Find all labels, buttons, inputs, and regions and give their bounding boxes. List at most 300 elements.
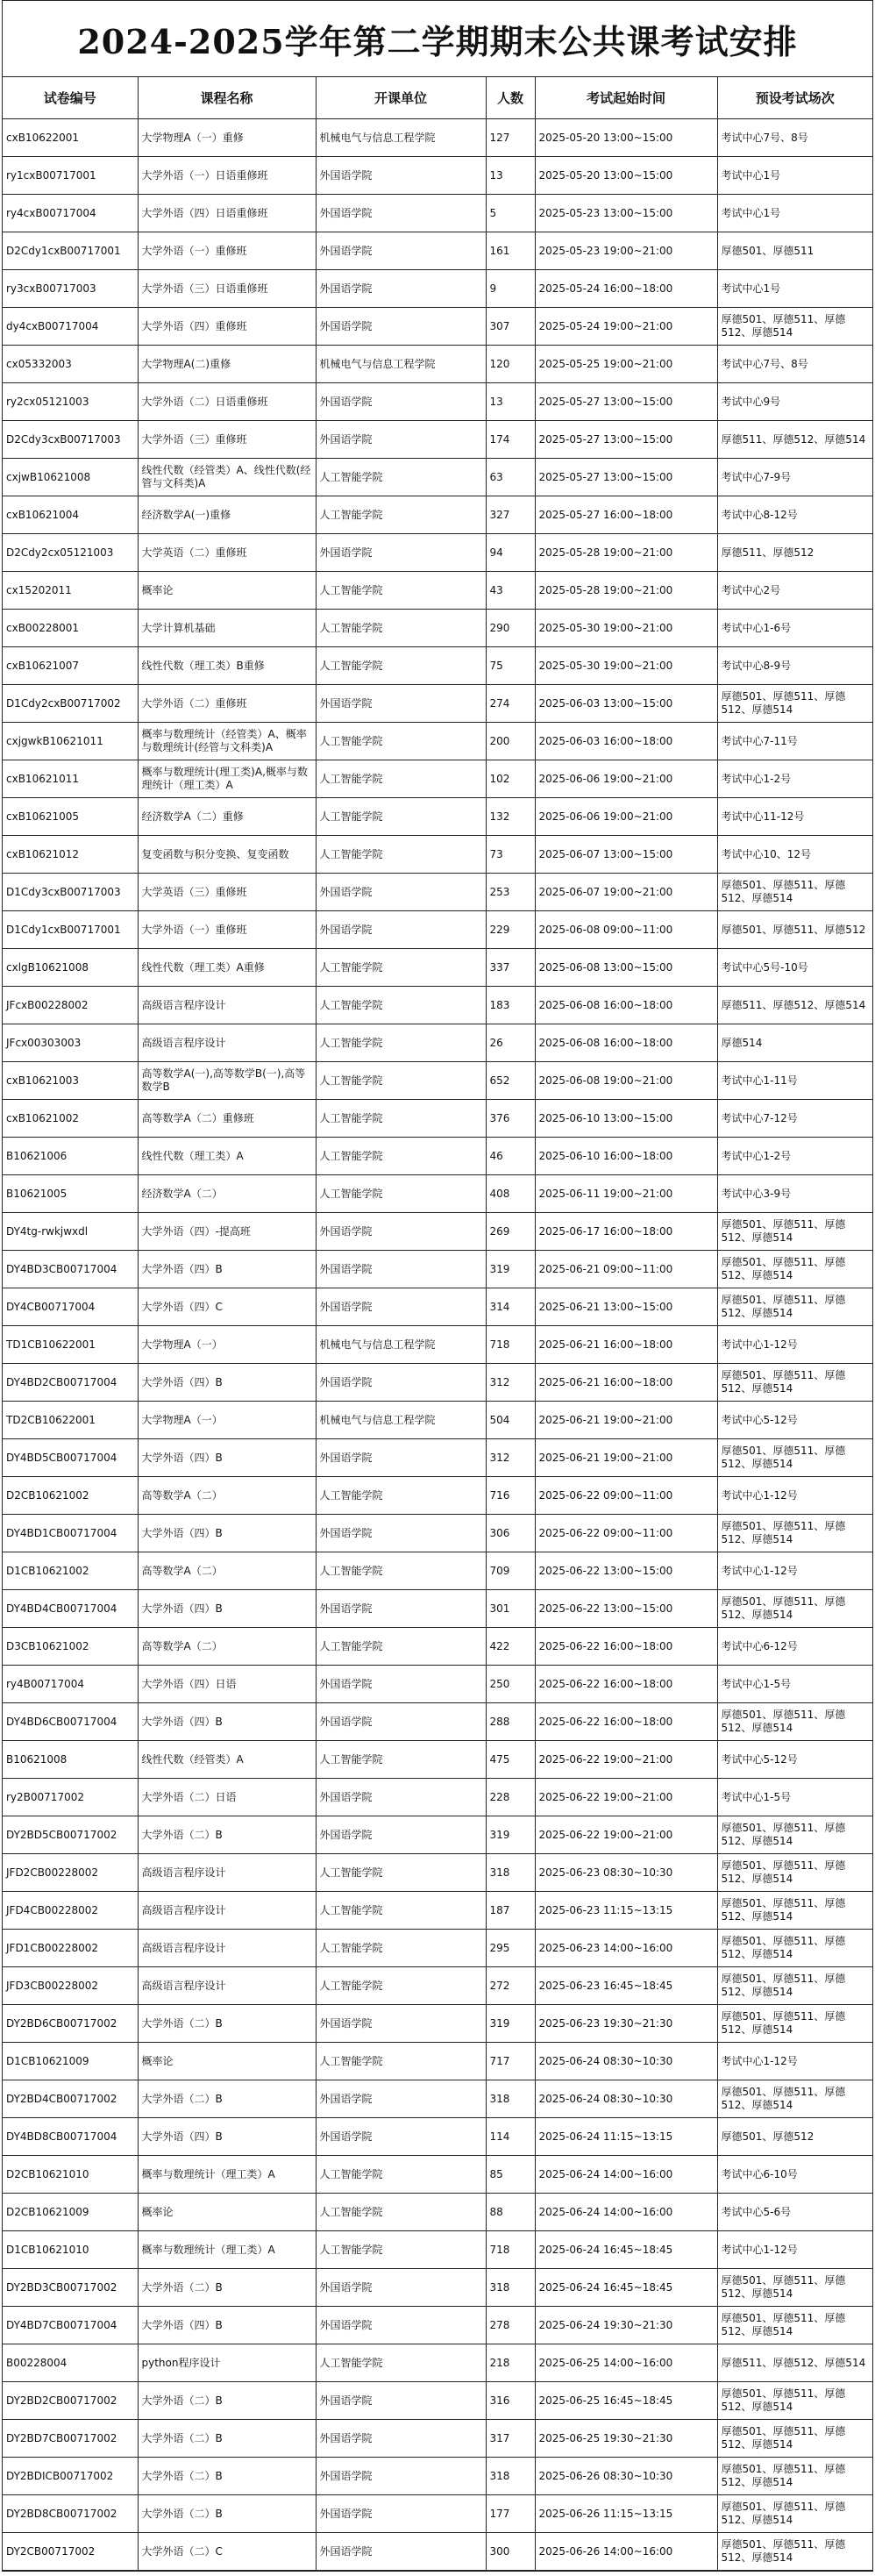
count-cell: 250 bbox=[486, 1666, 535, 1703]
exam-venue-cell: 考试中心5-12号 bbox=[717, 1402, 872, 1439]
exam-venue-cell: 考试中心1号 bbox=[717, 270, 872, 308]
table-row bbox=[3, 1213, 872, 1251]
table-row bbox=[3, 1628, 872, 1666]
count-cell: 314 bbox=[486, 1288, 535, 1326]
exam-venue-cell: 厚德501、厚德511、厚德512、厚德514 bbox=[717, 2005, 872, 2043]
table-row bbox=[3, 308, 872, 346]
exam-venue-cell: 厚德511、厚德512、厚德514 bbox=[717, 2344, 872, 2382]
course-name-cell: 线性代数（理工类）B重修 bbox=[138, 647, 316, 685]
department-cell: 外国语学院 bbox=[316, 1816, 486, 1854]
start-time-cell: 2025-05-23 13:00~15:00 bbox=[535, 195, 717, 232]
start-time-cell: 2025-06-22 19:00~21:00 bbox=[535, 1816, 717, 1854]
count-cell: 652 bbox=[486, 1062, 535, 1100]
table-row bbox=[3, 1854, 872, 1892]
start-time-cell: 2025-05-27 13:00~15:00 bbox=[535, 459, 717, 496]
table-body bbox=[3, 119, 872, 2571]
count-cell: 295 bbox=[486, 1930, 535, 1967]
paper-id-cell: cxlgB10621008 bbox=[3, 949, 138, 987]
start-time-cell: 2025-06-22 09:00~11:00 bbox=[535, 1477, 717, 1515]
paper-id-cell: cxB10621003 bbox=[3, 1062, 138, 1100]
table-row bbox=[3, 2194, 872, 2231]
table-row bbox=[3, 647, 872, 685]
department-cell: 人工智能学院 bbox=[316, 1741, 486, 1779]
paper-id-cell: B10621008 bbox=[3, 1741, 138, 1779]
course-name-cell: 大学英语（三）重修班 bbox=[138, 874, 316, 911]
start-time-cell: 2025-06-08 09:00~11:00 bbox=[535, 911, 717, 949]
table-row bbox=[3, 760, 872, 798]
department-cell: 外国语学院 bbox=[316, 1779, 486, 1816]
exam-venue-cell: 考试中心1-11号 bbox=[717, 1062, 872, 1100]
course-name-cell: 大学外语（二）C bbox=[138, 2533, 316, 2571]
start-time-cell: 2025-06-08 13:00~15:00 bbox=[535, 949, 717, 987]
exam-venue-cell: 厚德501、厚德511、厚德512、厚德514 bbox=[717, 2382, 872, 2420]
department-cell: 人工智能学院 bbox=[316, 798, 486, 836]
count-cell: 312 bbox=[486, 1439, 535, 1477]
exam-venue-cell: 厚德501、厚德511、厚德512 bbox=[717, 911, 872, 949]
start-time-cell: 2025-06-21 19:00~21:00 bbox=[535, 1402, 717, 1439]
exam-venue-cell: 考试中心8-12号 bbox=[717, 496, 872, 534]
department-cell: 人工智能学院 bbox=[316, 1930, 486, 1967]
course-name-cell: 大学外语（二）B bbox=[138, 2495, 316, 2533]
course-name-cell: 大学英语（二）重修班 bbox=[138, 534, 316, 572]
start-time-cell: 2025-06-08 16:00~18:00 bbox=[535, 987, 717, 1024]
start-time-cell: 2025-06-24 16:45~18:45 bbox=[535, 2269, 717, 2307]
count-cell: 174 bbox=[486, 421, 535, 459]
department-cell: 人工智能学院 bbox=[316, 572, 486, 610]
paper-id-cell: cxjwB10621008 bbox=[3, 459, 138, 496]
count-cell: 114 bbox=[486, 2118, 535, 2156]
start-time-cell: 2025-06-22 13:00~15:00 bbox=[535, 1590, 717, 1628]
department-cell: 人工智能学院 bbox=[316, 1854, 486, 1892]
count-cell: 5 bbox=[486, 195, 535, 232]
count-cell: 46 bbox=[486, 1138, 535, 1175]
exam-venue-cell: 厚德501、厚德511、厚德512、厚德514 bbox=[717, 1703, 872, 1741]
paper-id-cell: DY2BD4CB00717002 bbox=[3, 2080, 138, 2118]
count-cell: 43 bbox=[486, 572, 535, 610]
department-cell: 人工智能学院 bbox=[316, 836, 486, 874]
department-cell: 外国语学院 bbox=[316, 1439, 486, 1477]
department-cell: 外国语学院 bbox=[316, 2458, 486, 2495]
count-cell: 316 bbox=[486, 2382, 535, 2420]
table-row bbox=[3, 1288, 872, 1326]
paper-id-cell: ry4cxB00717004 bbox=[3, 195, 138, 232]
exam-venue-cell: 考试中心7-9号 bbox=[717, 459, 872, 496]
count-cell: 272 bbox=[486, 1967, 535, 2005]
count-cell: 253 bbox=[486, 874, 535, 911]
count-cell: 127 bbox=[486, 119, 535, 157]
department-cell: 外国语学院 bbox=[316, 2420, 486, 2458]
start-time-cell: 2025-06-22 16:00~18:00 bbox=[535, 1703, 717, 1741]
exam-venue-cell: 厚德501、厚德511、厚德512、厚德514 bbox=[717, 1364, 872, 1402]
count-cell: 504 bbox=[486, 1402, 535, 1439]
exam-venue-cell: 考试中心1-12号 bbox=[717, 2231, 872, 2269]
table-header-row bbox=[3, 77, 872, 119]
count-cell: 13 bbox=[486, 383, 535, 421]
exam-venue-cell: 考试中心10、12号 bbox=[717, 836, 872, 874]
start-time-cell: 2025-06-22 19:00~21:00 bbox=[535, 1741, 717, 1779]
paper-id-cell: B00228004 bbox=[3, 2344, 138, 2382]
count-cell: 422 bbox=[486, 1628, 535, 1666]
department-cell: 人工智能学院 bbox=[316, 459, 486, 496]
course-name-cell: 大学外语（一）重修班 bbox=[138, 911, 316, 949]
count-cell: 183 bbox=[486, 987, 535, 1024]
exam-venue-cell: 厚德514 bbox=[717, 1024, 872, 1062]
paper-id-cell: cx05332003 bbox=[3, 346, 138, 383]
start-time-cell: 2025-06-24 14:00~16:00 bbox=[535, 2194, 717, 2231]
exam-venue-cell: 考试中心6-12号 bbox=[717, 1628, 872, 1666]
course-name-cell: 高级语言程序设计 bbox=[138, 1024, 316, 1062]
start-time-cell: 2025-05-28 19:00~21:00 bbox=[535, 534, 717, 572]
start-time-cell: 2025-06-22 16:00~18:00 bbox=[535, 1666, 717, 1703]
count-cell: 718 bbox=[486, 2231, 535, 2269]
department-cell: 外国语学院 bbox=[316, 157, 486, 195]
exam-venue-cell: 考试中心1-12号 bbox=[717, 1326, 872, 1364]
department-cell: 外国语学院 bbox=[316, 1251, 486, 1288]
course-name-cell: 高级语言程序设计 bbox=[138, 987, 316, 1024]
table-row bbox=[3, 1402, 872, 1439]
table-row bbox=[3, 2382, 872, 2420]
start-time-cell: 2025-06-07 13:00~15:00 bbox=[535, 836, 717, 874]
course-name-cell: 经济数学A（二） bbox=[138, 1175, 316, 1213]
start-time-cell: 2025-06-26 08:30~10:30 bbox=[535, 2458, 717, 2495]
table-row bbox=[3, 1062, 872, 1100]
table-row bbox=[3, 421, 872, 459]
department-cell: 外国语学院 bbox=[316, 2307, 486, 2344]
column-header-paper-id: 试卷编号 bbox=[3, 77, 138, 119]
department-cell: 人工智能学院 bbox=[316, 2043, 486, 2080]
exam-venue-cell: 考试中心5-6号 bbox=[717, 2194, 872, 2231]
course-name-cell: 大学物理A（一） bbox=[138, 1402, 316, 1439]
exam-venue-cell: 厚德501、厚德511、厚德512、厚德514 bbox=[717, 2080, 872, 2118]
count-cell: 312 bbox=[486, 1364, 535, 1402]
start-time-cell: 2025-06-23 08:30~10:30 bbox=[535, 1854, 717, 1892]
course-name-cell: 概率与数理统计(理工类)A,概率与数理统计（理工类）A bbox=[138, 760, 316, 798]
table-row bbox=[3, 2043, 872, 2080]
exam-venue-cell: 厚德501、厚德511、厚德512、厚德514 bbox=[717, 685, 872, 723]
course-name-cell: 大学外语（三）重修班 bbox=[138, 421, 316, 459]
department-cell: 外国语学院 bbox=[316, 2080, 486, 2118]
paper-id-cell: D2Cdy1cxB00717001 bbox=[3, 232, 138, 270]
start-time-cell: 2025-06-11 19:00~21:00 bbox=[535, 1175, 717, 1213]
department-cell: 外国语学院 bbox=[316, 308, 486, 346]
exam-venue-cell: 考试中心5号-10号 bbox=[717, 949, 872, 987]
paper-id-cell: DY2BD2CB00717002 bbox=[3, 2382, 138, 2420]
count-cell: 318 bbox=[486, 2269, 535, 2307]
table-row bbox=[3, 2495, 872, 2533]
start-time-cell: 2025-06-26 11:15~13:15 bbox=[535, 2495, 717, 2533]
start-time-cell: 2025-06-21 19:00~21:00 bbox=[535, 1439, 717, 1477]
start-time-cell: 2025-06-03 16:00~18:00 bbox=[535, 723, 717, 760]
column-header-exam-venue: 预设考试场次 bbox=[717, 77, 872, 119]
exam-venue-cell: 厚德501、厚德511、厚德512、厚德514 bbox=[717, 1816, 872, 1854]
start-time-cell: 2025-06-21 09:00~11:00 bbox=[535, 1251, 717, 1288]
paper-id-cell: JFcx00303003 bbox=[3, 1024, 138, 1062]
course-name-cell: 高等数学A（二） bbox=[138, 1552, 316, 1590]
count-cell: 408 bbox=[486, 1175, 535, 1213]
table-row bbox=[3, 798, 872, 836]
count-cell: 290 bbox=[486, 610, 535, 647]
table-row bbox=[3, 270, 872, 308]
start-time-cell: 2025-05-25 19:00~21:00 bbox=[535, 346, 717, 383]
department-cell: 外国语学院 bbox=[316, 2269, 486, 2307]
table-row bbox=[3, 1666, 872, 1703]
table-row bbox=[3, 496, 872, 534]
table-row bbox=[3, 1741, 872, 1779]
table-row bbox=[3, 383, 872, 421]
department-cell: 人工智能学院 bbox=[316, 723, 486, 760]
paper-id-cell: DY2BD8CB00717002 bbox=[3, 2495, 138, 2533]
table-row bbox=[3, 685, 872, 723]
exam-venue-cell: 厚德501、厚德511、厚德512、厚德514 bbox=[717, 1854, 872, 1892]
exam-venue-cell: 厚德501、厚德512 bbox=[717, 2118, 872, 2156]
count-cell: 717 bbox=[486, 2043, 535, 2080]
course-name-cell: 线性代数（经管类）A bbox=[138, 1741, 316, 1779]
course-name-cell: 复变函数与积分变换、复变函数 bbox=[138, 836, 316, 874]
table-row bbox=[3, 1703, 872, 1741]
paper-id-cell: cx15202011 bbox=[3, 572, 138, 610]
count-cell: 269 bbox=[486, 1213, 535, 1251]
table-row bbox=[3, 157, 872, 195]
start-time-cell: 2025-06-08 16:00~18:00 bbox=[535, 1024, 717, 1062]
exam-venue-cell: 考试中心1号 bbox=[717, 157, 872, 195]
count-cell: 300 bbox=[486, 2533, 535, 2571]
start-time-cell: 2025-06-03 13:00~15:00 bbox=[535, 685, 717, 723]
paper-id-cell: ry2B00717002 bbox=[3, 1779, 138, 1816]
paper-id-cell: cxB10621004 bbox=[3, 496, 138, 534]
table-row bbox=[3, 911, 872, 949]
paper-id-cell: DY4BD8CB00717004 bbox=[3, 2118, 138, 2156]
exam-venue-cell: 考试中心1-12号 bbox=[717, 1552, 872, 1590]
count-cell: 274 bbox=[486, 685, 535, 723]
count-cell: 9 bbox=[486, 270, 535, 308]
paper-id-cell: cxB10621005 bbox=[3, 798, 138, 836]
course-name-cell: 大学外语（四）B bbox=[138, 1590, 316, 1628]
table-row bbox=[3, 1175, 872, 1213]
department-cell: 人工智能学院 bbox=[316, 2231, 486, 2269]
exam-venue-cell: 考试中心9号 bbox=[717, 383, 872, 421]
paper-id-cell: D3CB10621002 bbox=[3, 1628, 138, 1666]
exam-venue-cell: 考试中心1-5号 bbox=[717, 1666, 872, 1703]
count-cell: 26 bbox=[486, 1024, 535, 1062]
course-name-cell: 大学外语（四）B bbox=[138, 1364, 316, 1402]
exam-venue-cell: 考试中心1-12号 bbox=[717, 1477, 872, 1515]
start-time-cell: 2025-05-20 13:00~15:00 bbox=[535, 119, 717, 157]
paper-id-cell: JFD2CB00228002 bbox=[3, 1854, 138, 1892]
start-time-cell: 2025-06-17 16:00~18:00 bbox=[535, 1213, 717, 1251]
exam-venue-cell: 考试中心5-12号 bbox=[717, 1741, 872, 1779]
count-cell: 73 bbox=[486, 836, 535, 874]
course-name-cell: 高级语言程序设计 bbox=[138, 1854, 316, 1892]
table-row bbox=[3, 2156, 872, 2194]
start-time-cell: 2025-06-22 13:00~15:00 bbox=[535, 1552, 717, 1590]
course-name-cell: 大学外语（四）B bbox=[138, 1515, 316, 1552]
department-cell: 外国语学院 bbox=[316, 2118, 486, 2156]
paper-id-cell: DY4BD3CB00717004 bbox=[3, 1251, 138, 1288]
course-name-cell: 大学外语（三）日语重修班 bbox=[138, 270, 316, 308]
paper-id-cell: DY2CB00717002 bbox=[3, 2533, 138, 2571]
department-cell: 人工智能学院 bbox=[316, 1477, 486, 1515]
paper-id-cell: DY2BD3CB00717002 bbox=[3, 2269, 138, 2307]
paper-id-cell: ry4B00717004 bbox=[3, 1666, 138, 1703]
count-cell: 319 bbox=[486, 2005, 535, 2043]
count-cell: 318 bbox=[486, 2458, 535, 2495]
course-name-cell: 大学外语（二）重修班 bbox=[138, 685, 316, 723]
start-time-cell: 2025-06-10 13:00~15:00 bbox=[535, 1100, 717, 1138]
paper-id-cell: TD1CB10622001 bbox=[3, 1326, 138, 1364]
course-name-cell: 概率论 bbox=[138, 2194, 316, 2231]
exam-venue-cell: 考试中心11-12号 bbox=[717, 798, 872, 836]
exam-venue-cell: 考试中心2号 bbox=[717, 572, 872, 610]
count-cell: 161 bbox=[486, 232, 535, 270]
table-row bbox=[3, 2307, 872, 2344]
count-cell: 337 bbox=[486, 949, 535, 987]
start-time-cell: 2025-06-10 16:00~18:00 bbox=[535, 1138, 717, 1175]
department-cell: 人工智能学院 bbox=[316, 987, 486, 1024]
course-name-cell: 大学外语（四）日语 bbox=[138, 1666, 316, 1703]
course-name-cell: 大学外语（四）-提高班 bbox=[138, 1213, 316, 1251]
table-row bbox=[3, 610, 872, 647]
department-cell: 外国语学院 bbox=[316, 232, 486, 270]
paper-id-cell: JFD4CB00228002 bbox=[3, 1892, 138, 1930]
paper-id-cell: D2Cdy2cx05121003 bbox=[3, 534, 138, 572]
count-cell: 120 bbox=[486, 346, 535, 383]
table-row bbox=[3, 836, 872, 874]
course-name-cell: 概率与数理统计（理工类）A bbox=[138, 2156, 316, 2194]
count-cell: 718 bbox=[486, 1326, 535, 1364]
course-name-cell: 大学外语（二）B bbox=[138, 2382, 316, 2420]
department-cell: 人工智能学院 bbox=[316, 1024, 486, 1062]
table-row bbox=[3, 346, 872, 383]
course-name-cell: 大学外语（二）B bbox=[138, 2420, 316, 2458]
department-cell: 人工智能学院 bbox=[316, 1967, 486, 2005]
paper-id-cell: DY4BD2CB00717004 bbox=[3, 1364, 138, 1402]
course-name-cell: 大学外语（四）日语重修班 bbox=[138, 195, 316, 232]
count-cell: 318 bbox=[486, 1854, 535, 1892]
table-row bbox=[3, 1590, 872, 1628]
exam-schedule-table bbox=[3, 77, 872, 2571]
department-cell: 外国语学院 bbox=[316, 2495, 486, 2533]
exam-venue-cell: 厚德501、厚德511、厚德512、厚德514 bbox=[717, 1251, 872, 1288]
table-row bbox=[3, 459, 872, 496]
paper-id-cell: cxB10621012 bbox=[3, 836, 138, 874]
exam-venue-cell: 考试中心7号、8号 bbox=[717, 346, 872, 383]
course-name-cell: 大学外语（四）B bbox=[138, 1439, 316, 1477]
start-time-cell: 2025-06-06 19:00~21:00 bbox=[535, 798, 717, 836]
course-name-cell: 经济数学A(一)重修 bbox=[138, 496, 316, 534]
count-cell: 317 bbox=[486, 2420, 535, 2458]
count-cell: 301 bbox=[486, 1590, 535, 1628]
count-cell: 63 bbox=[486, 459, 535, 496]
start-time-cell: 2025-06-26 14:00~16:00 bbox=[535, 2533, 717, 2571]
paper-id-cell: cxB00228001 bbox=[3, 610, 138, 647]
table-row bbox=[3, 195, 872, 232]
exam-venue-cell: 厚德501、厚德511、厚德512、厚德514 bbox=[717, 308, 872, 346]
department-cell: 外国语学院 bbox=[316, 534, 486, 572]
exam-venue-cell: 厚德511、厚德512 bbox=[717, 534, 872, 572]
paper-id-cell: cxB10622001 bbox=[3, 119, 138, 157]
count-cell: 278 bbox=[486, 2307, 535, 2344]
table-row bbox=[3, 2269, 872, 2307]
table-row bbox=[3, 2005, 872, 2043]
department-cell: 外国语学院 bbox=[316, 911, 486, 949]
paper-id-cell: D1Cdy3cxB00717003 bbox=[3, 874, 138, 911]
table-row bbox=[3, 534, 872, 572]
department-cell: 人工智能学院 bbox=[316, 1100, 486, 1138]
table-row bbox=[3, 2344, 872, 2382]
count-cell: 319 bbox=[486, 1816, 535, 1854]
table-row bbox=[3, 2118, 872, 2156]
start-time-cell: 2025-05-27 13:00~15:00 bbox=[535, 421, 717, 459]
table-row bbox=[3, 2080, 872, 2118]
start-time-cell: 2025-05-20 13:00~15:00 bbox=[535, 157, 717, 195]
exam-venue-cell: 考试中心6-10号 bbox=[717, 2156, 872, 2194]
exam-venue-cell: 厚德501、厚德511、厚德512、厚德514 bbox=[717, 1967, 872, 2005]
course-name-cell: 大学物理A(二)重修 bbox=[138, 346, 316, 383]
paper-id-cell: B10621005 bbox=[3, 1175, 138, 1213]
department-cell: 外国语学院 bbox=[316, 685, 486, 723]
table-row bbox=[3, 1477, 872, 1515]
department-cell: 人工智能学院 bbox=[316, 1062, 486, 1100]
count-cell: 306 bbox=[486, 1515, 535, 1552]
department-cell: 外国语学院 bbox=[316, 1515, 486, 1552]
count-cell: 102 bbox=[486, 760, 535, 798]
department-cell: 人工智能学院 bbox=[316, 1552, 486, 1590]
exam-venue-cell: 考试中心7-12号 bbox=[717, 1100, 872, 1138]
course-name-cell: 大学外语（四）重修班 bbox=[138, 308, 316, 346]
start-time-cell: 2025-06-06 19:00~21:00 bbox=[535, 760, 717, 798]
department-cell: 外国语学院 bbox=[316, 2382, 486, 2420]
department-cell: 机械电气与信息工程学院 bbox=[316, 1402, 486, 1439]
department-cell: 外国语学院 bbox=[316, 1703, 486, 1741]
start-time-cell: 2025-06-23 16:45~18:45 bbox=[535, 1967, 717, 2005]
exam-venue-cell: 考试中心3-9号 bbox=[717, 1175, 872, 1213]
table-row bbox=[3, 949, 872, 987]
course-name-cell: 概率论 bbox=[138, 572, 316, 610]
table-row bbox=[3, 1326, 872, 1364]
page-title: 2024-2025学年第二学期期末公共课考试安排 bbox=[3, 1, 872, 77]
exam-venue-cell: 厚德501、厚德511、厚德512、厚德514 bbox=[717, 2458, 872, 2495]
exam-venue-cell: 厚德501、厚德511、厚德512、厚德514 bbox=[717, 1930, 872, 1967]
course-name-cell: 线性代数（理工类）A重修 bbox=[138, 949, 316, 987]
count-cell: 94 bbox=[486, 534, 535, 572]
course-name-cell: 高级语言程序设计 bbox=[138, 1930, 316, 1967]
course-name-cell: 大学外语（二）日语重修班 bbox=[138, 383, 316, 421]
count-cell: 716 bbox=[486, 1477, 535, 1515]
count-cell: 709 bbox=[486, 1552, 535, 1590]
paper-id-cell: JFD3CB00228002 bbox=[3, 1967, 138, 2005]
course-name-cell: 高级语言程序设计 bbox=[138, 1967, 316, 2005]
exam-venue-cell: 考试中心1-2号 bbox=[717, 760, 872, 798]
course-name-cell: 大学外语（四）C bbox=[138, 1288, 316, 1326]
course-name-cell: 大学物理A（一）重修 bbox=[138, 119, 316, 157]
paper-id-cell: DY4BD1CB00717004 bbox=[3, 1515, 138, 1552]
count-cell: 376 bbox=[486, 1100, 535, 1138]
course-name-cell: 大学外语（二）B bbox=[138, 2005, 316, 2043]
course-name-cell: 大学外语（四）B bbox=[138, 1251, 316, 1288]
count-cell: 13 bbox=[486, 157, 535, 195]
course-name-cell: 概率与数理统计（经管类）A、概率与数理统计(经管与文科类)A bbox=[138, 723, 316, 760]
paper-id-cell: JFcxB00228002 bbox=[3, 987, 138, 1024]
department-cell: 外国语学院 bbox=[316, 195, 486, 232]
department-cell: 外国语学院 bbox=[316, 2005, 486, 2043]
paper-id-cell: D1CB10621002 bbox=[3, 1552, 138, 1590]
paper-id-cell: D2Cdy3cxB00717003 bbox=[3, 421, 138, 459]
exam-venue-cell: 厚德501、厚德511、厚德512、厚德514 bbox=[717, 2533, 872, 2571]
department-cell: 外国语学院 bbox=[316, 1288, 486, 1326]
start-time-cell: 2025-06-24 14:00~16:00 bbox=[535, 2156, 717, 2194]
paper-id-cell: DY4BD5CB00717004 bbox=[3, 1439, 138, 1477]
paper-id-cell: ry1cxB00717001 bbox=[3, 157, 138, 195]
